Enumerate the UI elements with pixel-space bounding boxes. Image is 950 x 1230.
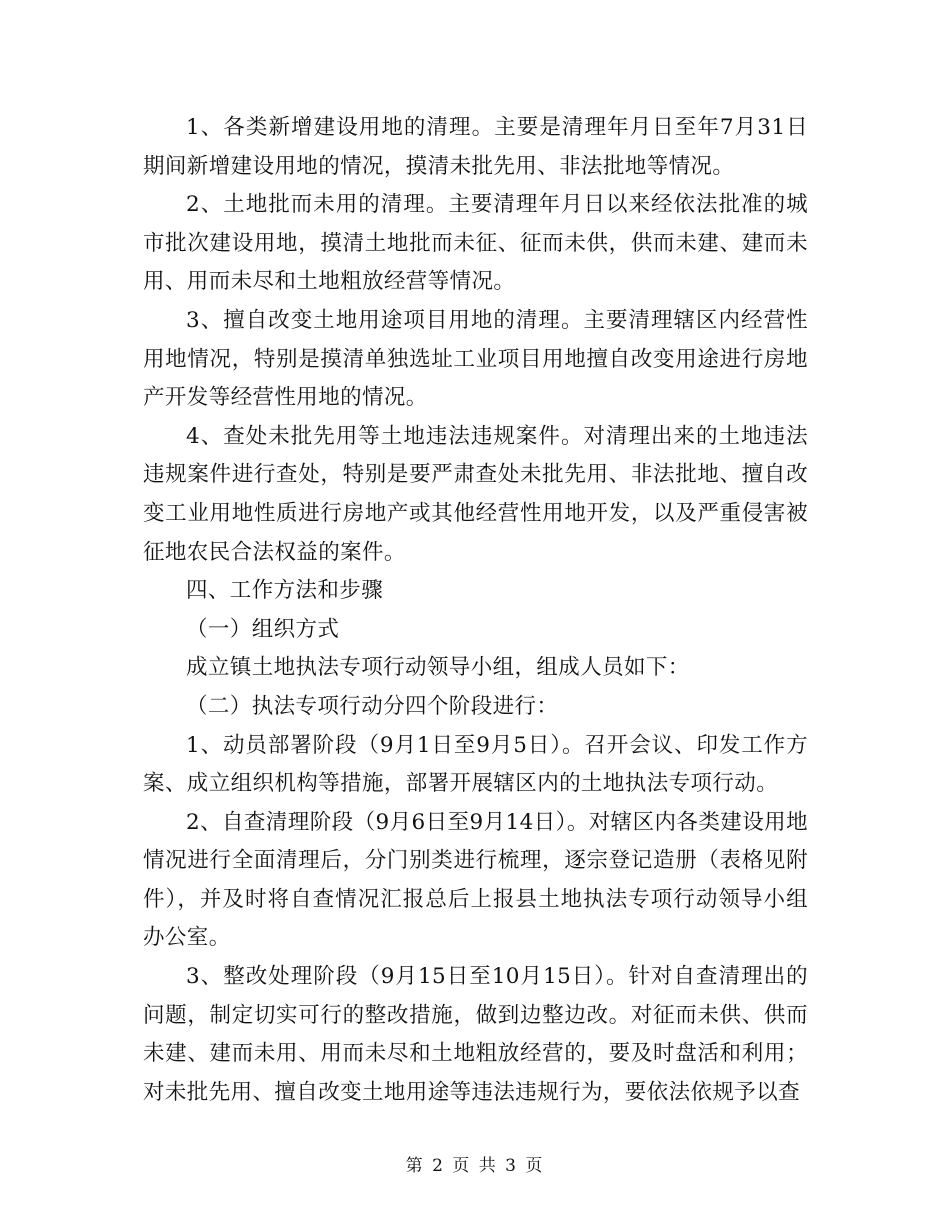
paragraph-item-4: 4、查处未批先用等土地违法违规案件。对清理出来的土地违法违规案件进行查处，特别是要严肃查处未批先用、非法批地、擅自改变工业用地性质进行房地产或其他经营性用地开发，以及严重侵害被征地农民合法权益的案件。: [143, 423, 808, 565]
paragraph-item-1: 1、各类新增建设用地的清理。主要是清理年月日至年7月31日期间新增建设用地的情况，摸清未批先用、非法批地等情况。: [143, 115, 808, 179]
section-heading: 四、工作方法和步骤: [186, 578, 384, 604]
stage-item-2: 2、自查清理阶段（9月6日至9月14日）。对辖区内各类建设用地情况进行全面清理后，分门别类进行梳理，逐宗登记造册（表格见附件），并及时将自查情况汇报总后上报县土地执法专项行动领导小组办公室。: [143, 809, 808, 951]
subsection-heading-2: （二）执法专项行动分四个阶段进行：: [186, 693, 559, 719]
paragraph-organization: 成立镇土地执法专项行动领导小组，组成人员如下：: [186, 655, 690, 681]
subsection-heading-1: （一）组织方式: [186, 616, 340, 642]
stage-item-1: 1、动员部署阶段（9月1日至9月5日）。召开会议、印发工作方案、成立组织机构等措施，部署开展辖区内的土地执法专项行动。: [143, 732, 808, 797]
paragraph-item-3: 3、擅自改变土地用途项目用地的清理。主要清理辖区内经营性用地情况，特别是摸清单独选址工业项目用地擅自改变用途进行房地产开发等经营性用地的情况。: [143, 307, 808, 411]
paragraph-item-2: 2、土地批而未用的清理。主要清理年月日以来经依法批准的城市批次建设用地，摸清土地批而未征、征而未供，供而未建、建而未用、用而未尽和土地粗放经营等情况。: [143, 192, 808, 295]
body-text: [143, 109, 808, 1112]
page-footer: 第 2 页 共 3 页: [405, 1156, 545, 1176]
stage-item-3: 3、整改处理阶段（9月15日至10月15日）。针对自查清理出的问题，制定切实可行的整改措施，做到边整边改。对征而未供、供而未建、建而未用、用而未尽和土地粗放经营的，要及时盘活和利用；对未批先用、擅自改变土地用途等违法违规行为，要依法依规予以查: [143, 964, 808, 1105]
